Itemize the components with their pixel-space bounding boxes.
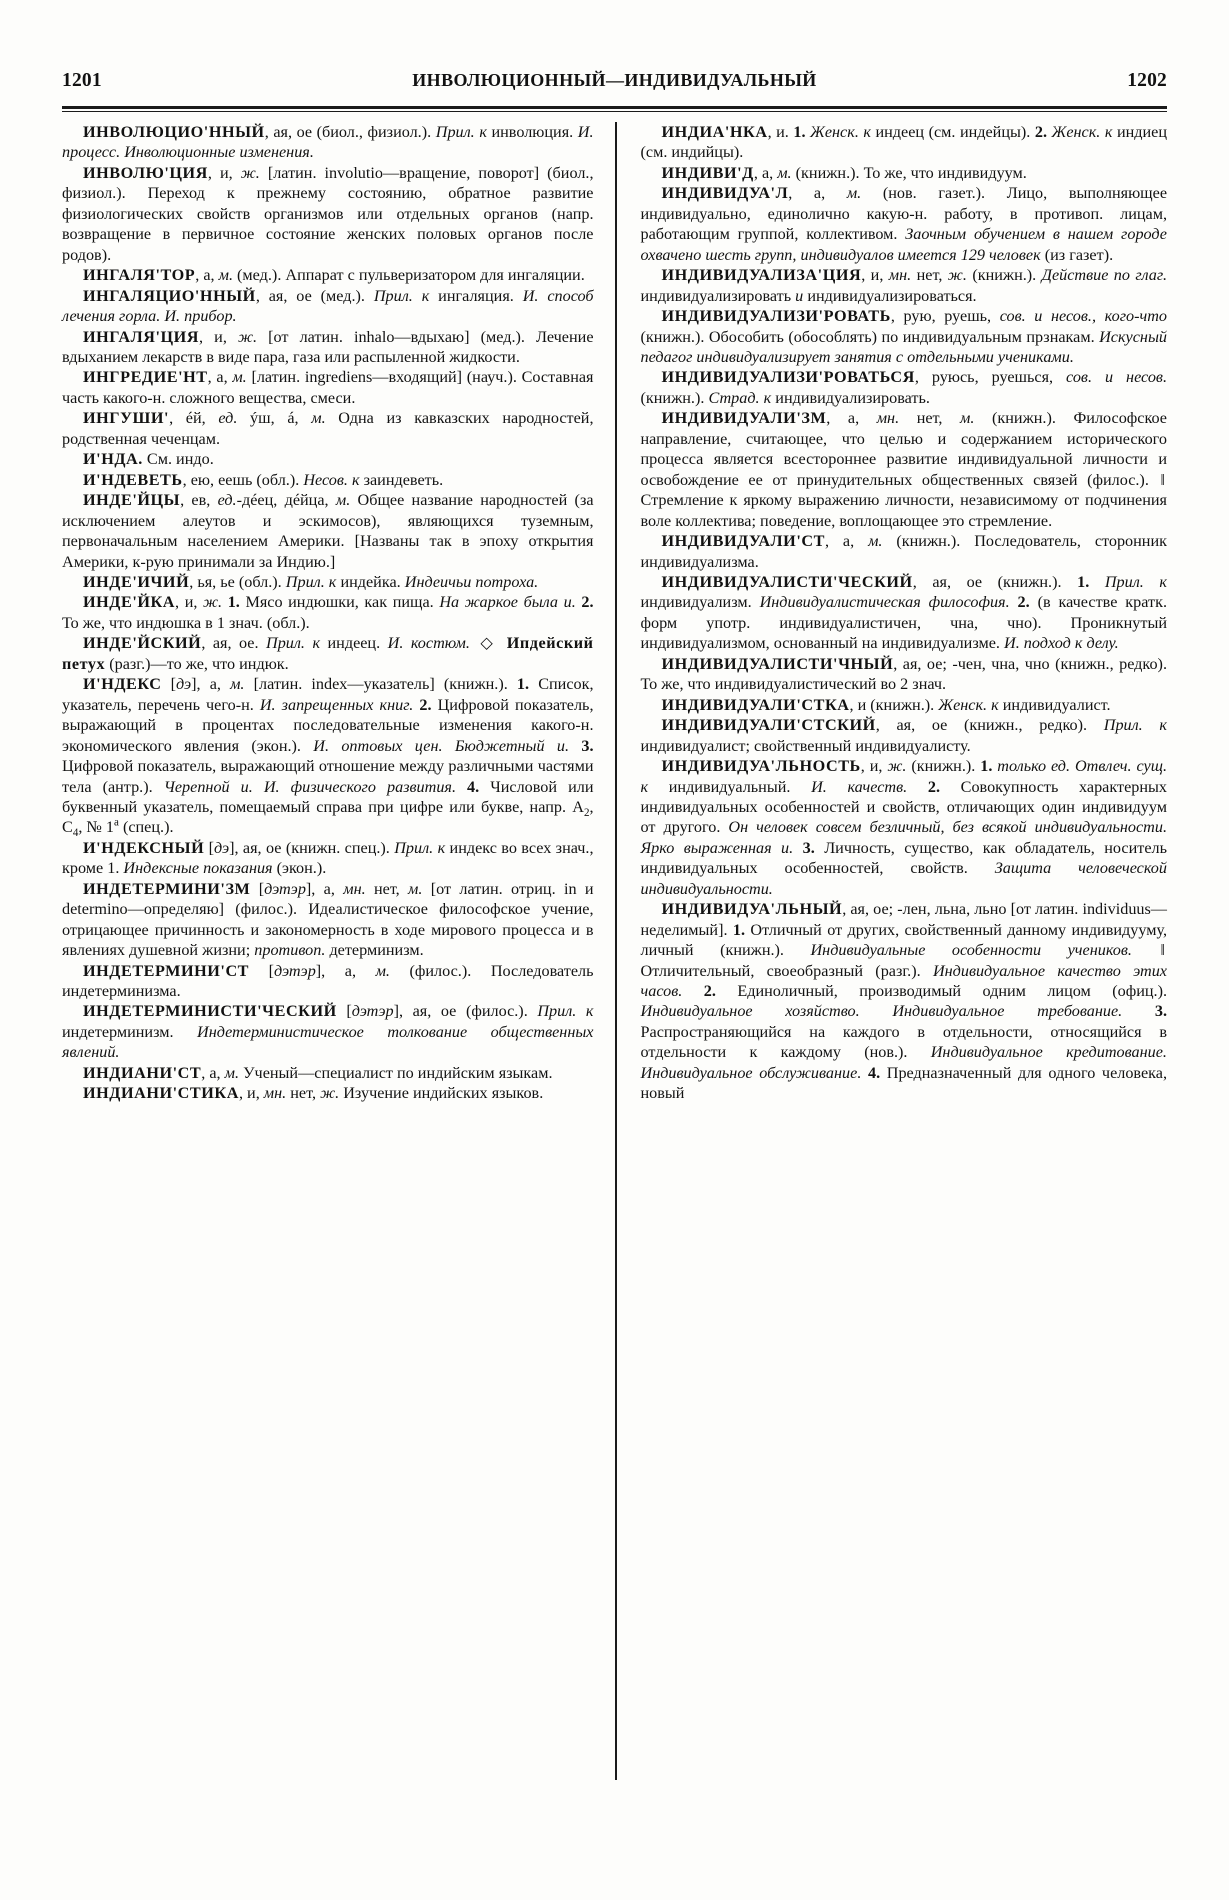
dictionary-entry: ИНГАЛЯЦИО'ННЫЙ, ая, ое (мед.). Прил. к ингаляция. И. способ лечения горла. И. прибор. [62,286,594,326]
dictionary-entry: ИНДЕ'ИЧИЙ, ья, ье (обл.). Прил. к индейка. Индеичьи потроха. [83,572,539,591]
running-head-title: ИНВОЛЮЦИОННЫЙ—ИНДИВИДУАЛЬНЫЙ [412,70,817,90]
running-head [62,70,1167,100]
dictionary-entry: ИНВОЛЮ'ЦИЯ, и, ж. [латин. involutio—вращение, поворот] (биол., физиол.). Переход к прежнему состоянию, обратное развитие физиологических свойств организмов или отдельных органов (напр. возвращение в первичное состояние женских половых органов после родов). [62,163,594,264]
dictionary-entry: ИНДЕ'ЙЦЫ, ев, ед.-дéец, дéйца, м. Общее название народностей (за исключением алеутов и эскимосов), являющихся туземным, первоначальным населением Америки. [Названы так в эпоху открытия Америки, к-рую принимали за Индию.] [62,491,594,571]
dictionary-entry: ИНДЕТЕРМИНИСТИ'ЧЕСКИЙ [дэтэр], ая, ое (филос.). Прил. к индетерминизм. Индетерминистическое толкование общественных явлений. [62,1002,594,1062]
folio-right: 1202 [1127,70,1167,91]
dictionary-entry: ИНДИА'НКА, и. 1. Женск. к индеец (см. индейцы). 2. Женск. к индиец (см. индийцы). [640,123,1168,162]
dictionary-entry: ИНДИВИДУА'ЛЬНОСТЬ, и, ж. (книжн.). 1. только ед. Отвлеч. сущ. к индивидуальный. И. качеств. 2. Совокупность характерных индивидуальных особенностей и свойств, отличающих один индивидуум от другого. Он человек совсем безличный, без всякой индивидуальности. Ярко выраженная и. 3. Личность, существо, как обладатель, носитель индивидуальных особенностей, свойств. Защита человеческой индивидуальности. [640,757,1168,898]
dictionary-entry: ИНВОЛЮЦИО'ННЫЙ, ая, ое (биол., физиол.). Прил. к инволюция. И. процесс. Инволюционные изменения. [62,123,594,162]
dictionary-entry: ИНДЕТЕРМИНИ'СТ [дэтэр], а, м. (филос.). Последователь индетерминизма. [62,961,594,1001]
dictionary-entry: ИНДИВИДУАЛИ'ЗМ, а, мн. нет, м. (книжн.). Философское направление, считающее, что целью и содержанием исторического процесса является всестороннее развитие индивидуальной личности и освобождение ее от принудительных общественных связей (филос.). ‖ Стремление к яркому выражению личности, независимому от подчинения воле коллектива; поведение, воплощающее это стремление. [640,409,1167,530]
dictionary-entry: ИНДИВИДУАЛИЗИ'РОВАТЬСЯ, руюсь, руешься, сов. и несов. (книжн.). Страд. к индивидуализировать. [640,368,1167,407]
column-container [62,122,1167,1780]
folio-left: 1201 [62,70,102,91]
dictionary-entry: ИНДИАНИ'СТ, а, м. Ученый—специалист по индийским языкам. [83,1063,553,1082]
header-rule [62,106,1167,113]
dictionary-entry: ИНДЕ'ЙКА, и, ж. 1. Мясо индюшки, как пища. На жаркое была и. 2. То же, что индюшка в 1 знач. (обл.). [62,593,594,632]
left-column [62,122,615,1780]
dictionary-entry: ИНДИВИДУА'ЛЬНЫЙ, ая, ое; -лен, льна, льно [от латин. individuus—неделимый]. 1. Отличный от других, свойственный данному индивидууму, личный (книжн.). Индивидуальные особенности учеников. ‖ Отличительный, своеобразный (разг.). Индивидуальное качество этих часов. 2. Единоличный, производимый одним лицом (офиц.). Индивидуальное хозяйство. Индивидуальное требование. 3. Распространяющийся на каждого в отдельности, относящийся в отдельности к каждому (нов.). Индивидуальное кредитование. Индивидуальное обслуживание. 4. Предназначенный для одного человека, новый [640,900,1168,1103]
dictionary-entry: ИНДИВИДУА'Л, а, м. (нов. газет.). Лицо, выполняющее индивидуально, единолично какую-н. работу, в противоп. лицам, работающим группой, коллективом. Заочным обучением в нашем городе охвачено шесть групп, индивидуалов имеется 129 человек (из газет). [640,184,1167,264]
dictionary-entry: И'НДА. См. индо. [83,450,214,469]
dictionary-entry: ИНГУШИ', éй, ед. ýш, á, м. Одна из кавказских народностей, родственная чеченцам. [62,409,594,448]
dictionary-entry: ИНГАЛЯ'ЦИЯ, и, ж. [от латин. inhalo—вдыхаю] (мед.). Лечение вдыханием лекарств в виде пара, газа или распыленной жидкости. [62,327,594,366]
dictionary-entry: ИНДЕ'ЙСКИЙ, ая, ое. Прил. к индеец. И. костюм. ◇ Ипдейский петух (разг.)—то же, что индюк. [62,634,594,673]
dictionary-entry: И'НДЕКС [дэ], а, м. [латин. index—указатель] (книжн.). 1. Список, указатель, перечень чего-н. И. запрещенных книг. 2. Цифровой показатель, выражающий в процентах последовательные изменения какого-н. экономического явления (экон.). И. оптовых цен. Бюджетный и. 3. Цифровой показатель, выражающий отношение между различными частями тела (антр.). Черепной и. И. физического развития. 4. Числовой или буквенный указатель, помещаемый справа при цифре или букве, напр. $A_2$, $C_4$, № $1^а$ (спец.). [62,675,594,840]
dictionary-entry: ИНДИВИДУАЛИ'СТСКИЙ, ая, ое (книжн., редко). Прил. к индивидуалист; свойственный индивидуалисту. [640,716,1167,755]
dictionary-entry: ИНДИВИДУАЛИ'СТ, а, м. (книжн.). Последователь, сторонник индивидуализма. [640,532,1167,571]
dictionary-entry: ИНДЕТЕРМИНИ'ЗМ [дэтэр], а, мн. нет, м. [от латин. отриц. in и determino—определяю] (филос.). Идеалистическое философское учение, отрицающее причинность и закономерность в ходе мирового процесса и в явлениях душевной жизни; противоп. детерминизм. [62,879,594,960]
dictionary-entry: И'НДЕКСНЫЙ [дэ], ая, ое (книжн. спец.). Прил. к индекс во всех знач., кроме 1. Индексные показания (экон.). [62,838,594,878]
dictionary-entry: ИНДИВИДУАЛИ'СТКА, и (книжн.). Женск. к индивидуалист. [661,695,1111,714]
dictionary-entry: ИНДИВИДУАЛИСТИ'ЧНЫЙ, ая, ое; -чен, чна, чно (книжн., редко). То же, что индивидуалистический во 2 знач. [640,654,1167,694]
dictionary-entry: ИНДИВИДУАЛИЗА'ЦИЯ, и, мн. нет, ж. (книжн.). Действие по глаг. индивидуализировать и индивидуализироваться. [640,266,1167,305]
header-rule-thin [62,111,1167,113]
right-column [615,122,1168,1780]
dictionary-entry: ИНДИВИ'Д, а, м. (книжн.). То же, что индивидуум. [661,163,1027,182]
dictionary-entry: ИНГАЛЯ'ТОР, а, м. (мед.). Аппарат с пульверизатором для ингаляции. [83,266,585,285]
dictionary-entry: И'НДЕВЕТЬ, ею, еешь (обл.). Несов. к заиндеветь. [83,470,444,489]
dictionary-entry: ИНДИАНИ'СТИКА, и, мн. нет, ж. Изучение индийских языков. [83,1084,544,1103]
dictionary-entry: ИНДИВИДУАЛИЗИ'РОВАТЬ, рую, руешь, сов. и несов., кого-что (книжн.). Обособить (обособлять) по индивидуальным прзнакам. Искусный педагог индивидуализирует занятия с отдельными учениками. [640,307,1167,366]
dictionary-entry: ИНДИВИДУАЛИСТИ'ЧЕСКИЙ, ая, ое (книжн.). 1. Прил. к индивидуализм. Индивидуалистическая философия. 2. (в качестве кратк. форм употр. индивидуалистичен, чна, чно). Проникнутый индивидуализмом, основанный на индивидуализме. И. подход к делу. [640,572,1168,653]
dictionary-entry: ИНГРЕДИЕ'НТ, а, м. [латин. ingrediens—входящий] (науч.). Составная часть какого-н. сложного вещества, смеси. [62,368,594,407]
